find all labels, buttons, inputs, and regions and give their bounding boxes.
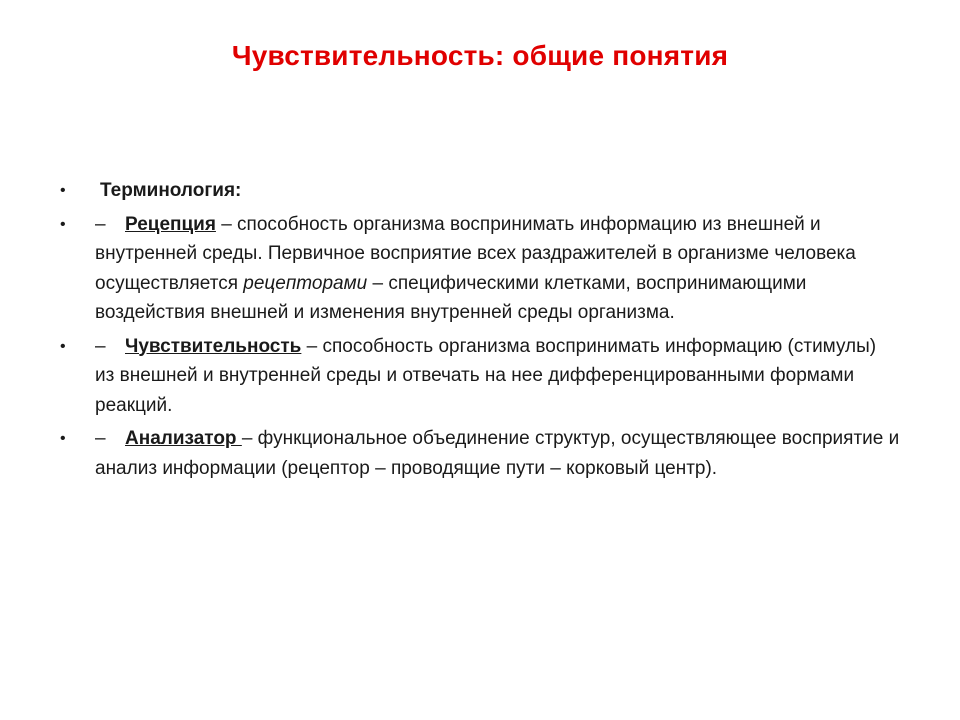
slide-content	[60, 176, 900, 487]
bullet-icon: •	[60, 337, 66, 355]
term-analyzer: Анализатор	[125, 428, 242, 449]
definition-reception-part1: – способность организма воспринимать информацию из внешней и внутренней среды. Первичное восприятие всех раздражителей в организме человека осуществляется	[95, 213, 856, 294]
bullet-icon: •	[60, 215, 66, 233]
dash-marker: –	[95, 428, 106, 449]
terminology-heading: Терминология:	[100, 180, 242, 201]
term-reception: Рецепция	[125, 213, 216, 235]
term-sensitivity: Чувствительность	[125, 335, 302, 357]
bullet-icon: •	[60, 182, 66, 199]
definition-analyzer: – функциональное объединение структур, осуществляющее восприятие и анализ информации (рецептор – проводящие пути – корковый центр).	[95, 428, 900, 479]
bullet-icon: •	[60, 430, 66, 447]
definition-reception-emphasis: рецепторами	[243, 272, 368, 294]
definition-reception-part2: – специфическими клетками, воспринимающими воздействия внешней и изменения внутренней среды организма.	[95, 272, 807, 323]
list-item-heading	[60, 176, 900, 206]
slide-title: Чувствительность: общие понятия	[231, 40, 729, 71]
list-item-sensitivity	[60, 332, 900, 421]
definition-sensitivity: – способность организма воспринимать информацию (стимулы) из внешней и внутренней среды и отвечать на нее дифференцированными формами реакций.	[95, 335, 877, 416]
dash-marker: –	[95, 213, 106, 235]
dash-marker: –	[95, 335, 106, 357]
list-item-reception	[60, 210, 900, 328]
list-item-analyzer	[60, 424, 900, 483]
